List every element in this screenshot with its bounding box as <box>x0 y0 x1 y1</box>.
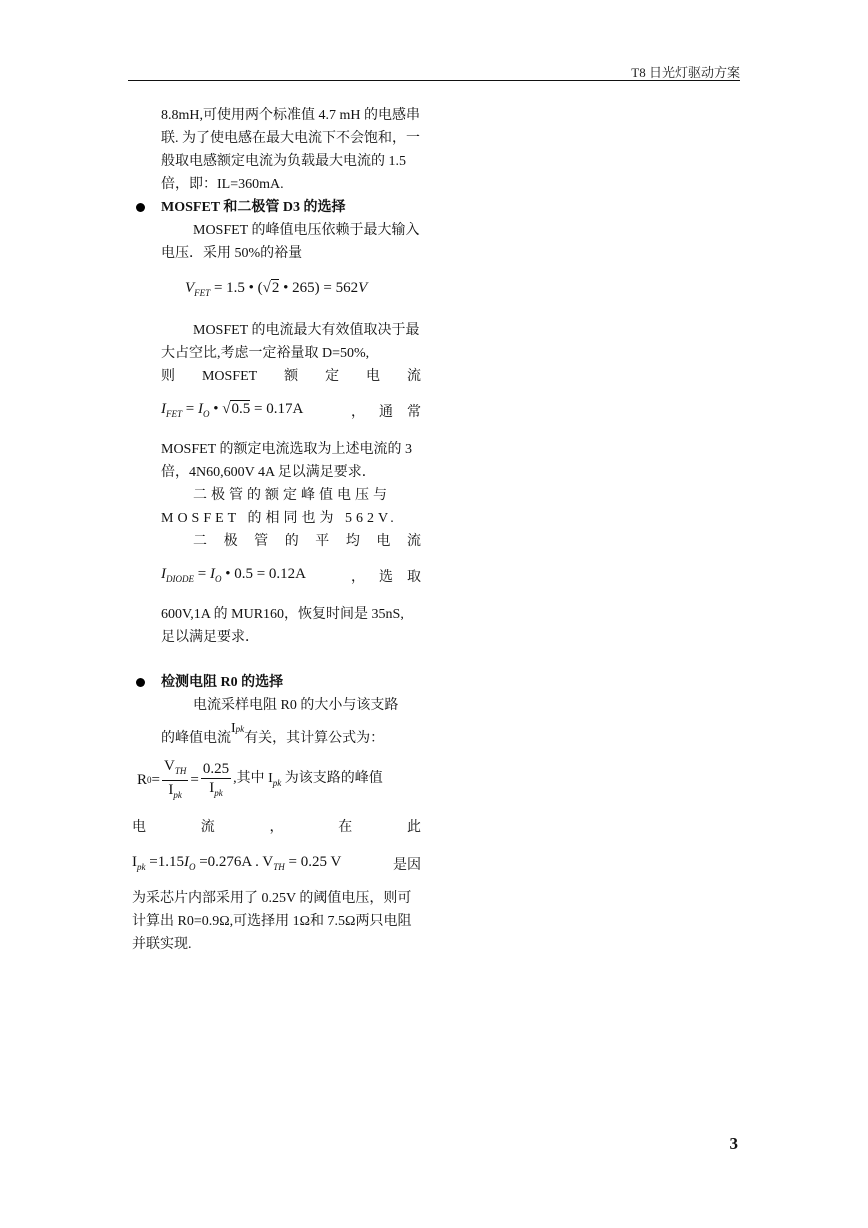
formula-r0-den2 <box>201 779 231 802</box>
formula-ipk-io: I <box>183 854 189 870</box>
spread-word: ， <box>351 569 365 585</box>
spread-word: 取 <box>407 569 421 585</box>
formula-r0-tail-ipk: I <box>268 770 273 786</box>
formula-r0-den1 <box>162 781 188 804</box>
formula-vth-body: = 0.25 V <box>284 854 342 870</box>
page-number: 3 <box>729 1134 738 1153</box>
formula-r0-lhs-sub: 0 <box>147 775 152 785</box>
spread-word: 平 <box>315 534 330 549</box>
spread-word: 流 <box>406 534 421 549</box>
formula-vfet-body-b: • 265) = 562 <box>279 280 359 296</box>
formula-ifet-row <box>161 398 421 426</box>
bullet-icon <box>136 678 145 687</box>
spread-word: 选 <box>379 569 393 585</box>
spread-word: 二 <box>193 534 207 549</box>
spread-word: 的 <box>284 534 299 549</box>
spread-line-current-here <box>132 816 421 839</box>
formula-r0-num1-sub: TH <box>174 766 187 776</box>
paragraph-inductor: 8.8mH,可使用两个标准值 4.7 mH 的电感串联. 为了使电感在最大电流下不会饱和，一般取电感额定电流为负载最大电流的 1.5 倍，即：IL=360mA. <box>161 108 420 192</box>
formula-ipk-row <box>132 851 421 879</box>
spread-word: 流 <box>407 369 421 384</box>
formula-idiode-lhs: I <box>161 566 166 582</box>
paragraph-mosfet-rated-current: MOSFET 的额定电流选取为上述电流的 3 倍，4N60,600V 4A 足以满足要求． <box>161 442 412 480</box>
formula-idiode <box>161 563 306 591</box>
spread-word: 极 <box>223 534 238 549</box>
formula-ipk-body: =1.15 <box>145 854 184 870</box>
bullet-icon <box>136 203 145 212</box>
formula-ifet-lhs: I <box>161 401 166 417</box>
formula-ifet-dot: • <box>209 401 223 417</box>
formula-idiode-eq: = <box>194 566 210 582</box>
spread-word: 通 <box>379 404 393 420</box>
formula-r0-frac1 <box>162 757 188 804</box>
spread-word: 额 <box>284 369 299 384</box>
spread-word: MOSFET <box>201 369 258 384</box>
spread-word: 电 <box>132 820 146 835</box>
formula-r0-den1-main: I <box>168 782 174 798</box>
spread-word: 常 <box>407 404 421 420</box>
formula-vth-sub: TH <box>273 862 285 872</box>
formula-ifet-io-sub: O <box>202 409 210 419</box>
spread-word: 定 <box>325 369 340 384</box>
header-rule <box>128 80 740 81</box>
formula-ipk-result: =0.276A . <box>195 854 263 870</box>
formula-r0-den2-main: I <box>209 779 215 796</box>
formula-ipk <box>132 851 341 879</box>
formula-r0-frac2 <box>201 760 231 802</box>
formula-idiode-row <box>161 563 421 591</box>
formula-vfet-body-a: = 1.5 • ( <box>210 280 263 296</box>
formula-r0-num1 <box>162 757 188 781</box>
formula-vth-main: V <box>262 854 274 870</box>
formula-r0-lhs: R <box>137 772 148 788</box>
paragraph-mosfet-current: MOSFET 的电流最大有效值取决于最大占空比,考虑一定裕量取 D=50%, <box>161 323 420 361</box>
text-fragment: 的峰值电流 <box>161 731 231 746</box>
spread-word: 此 <box>407 820 421 835</box>
formula-ifet-result: = 0.17A <box>250 401 304 417</box>
formula-r0-tail-a: ,其中 <box>233 770 269 786</box>
formula-r0-num2: 0.25 <box>202 760 230 777</box>
formula-r0-tail-b: 为该支路的峰值 <box>281 770 383 786</box>
paragraph-diode-peak-voltage: 二极管的额定峰值电压与 MOSFET 的相同也为 562V. <box>161 488 398 526</box>
formula-r0-num1-main: V <box>163 758 175 774</box>
spread-word: 均 <box>345 534 360 549</box>
formula-vfet-sqrt: 2 <box>271 280 280 296</box>
formula-idiode-io: I <box>209 566 215 582</box>
formula-ifet-eq: = <box>182 401 198 417</box>
body-column <box>132 104 421 956</box>
inline-ipk-sub: pk <box>235 724 245 734</box>
spread-word: 电 <box>366 369 381 384</box>
section-heading-r0 <box>161 671 421 694</box>
formula-ifet-io: I <box>197 401 203 417</box>
formula-vfet-lhs-sub: FET <box>194 288 211 298</box>
spread-word: 则 <box>161 369 175 384</box>
formula-ifet-after <box>351 401 421 424</box>
inline-ipk <box>231 721 244 736</box>
spread-word: ， <box>351 404 365 420</box>
paragraph-mosfet-peak-voltage: MOSFET 的峰值电压依赖于最大输入电压．采用 50%的裕量 <box>161 223 420 261</box>
section-heading-mosfet <box>161 196 421 219</box>
paragraph-r0-peak-current <box>161 721 421 751</box>
spread-word: 管 <box>254 534 269 549</box>
formula-r0-eq: = <box>151 772 160 788</box>
formula-ipk-main: I <box>132 854 137 870</box>
formula-ipk-io-sub: O <box>188 862 196 872</box>
spread-word: 在 <box>338 820 353 835</box>
formula-r0-tail <box>233 767 383 795</box>
spread-word: 流 <box>200 820 215 835</box>
inline-ipk-main: I <box>231 721 236 736</box>
text-fragment: 有关，其计算公式为： <box>244 731 385 746</box>
formula-idiode-io-sub: O <box>214 574 222 584</box>
formula-idiode-lhs-sub: DIODE <box>166 574 194 584</box>
formula-r0-den2-sub: pk <box>214 787 223 798</box>
formula-ipk-tail: 是因 <box>393 857 421 873</box>
spread-word: ， <box>269 820 284 835</box>
paragraph-r0-intro: 电流采样电阻 R0 的大小与该支路 <box>193 698 399 713</box>
formula-r0-eq2: = <box>190 772 199 788</box>
section-heading-r0-text: 检测电阻 R0 的选择 <box>161 675 284 690</box>
formula-r0 <box>137 757 421 804</box>
spread-word: 电 <box>376 534 391 549</box>
formula-ifet-lhs-sub: FET <box>166 409 183 419</box>
formula-idiode-after <box>351 566 421 589</box>
paragraph-mur160: 600V,1A 的 MUR160，恢复时间是 35nS, 足以满足要求． <box>161 607 404 645</box>
formula-vfet-lhs: V <box>185 280 195 296</box>
header-title: T8 日光灯驱动方案 <box>631 65 740 80</box>
section-heading-mosfet-text: MOSFET 和二极管 D3 的选择 <box>161 200 346 215</box>
formula-idiode-body: • 0.5 = 0.12A <box>221 566 307 582</box>
formula-r0-tail-ipk-sub: pk <box>272 777 282 788</box>
spread-line-then-mosfet <box>161 365 421 388</box>
spread-line-diode-avg <box>161 530 421 553</box>
formula-r0-den1-sub: pk <box>173 790 182 800</box>
formula-vfet: $V_{FET} = 1.5$ • (√2 • 265) = 562V <box>185 280 368 298</box>
formula-ifet: $I_{FET} = I_O$ • √0.5 = 0.17A <box>161 401 304 419</box>
formula-ifet-sqrt: 0.5 <box>231 401 251 417</box>
paragraph-threshold: 为采芯片内部采用了 0.25V 的阈值电压，则可计算出 R0=0.9Ω,可选择用 1Ω和 7.5Ω两只电阻并联实现. <box>132 891 412 952</box>
formula-ipk-sub: pk <box>137 862 146 872</box>
formula-vfet-unit: V <box>358 280 368 296</box>
spacer <box>161 649 421 671</box>
